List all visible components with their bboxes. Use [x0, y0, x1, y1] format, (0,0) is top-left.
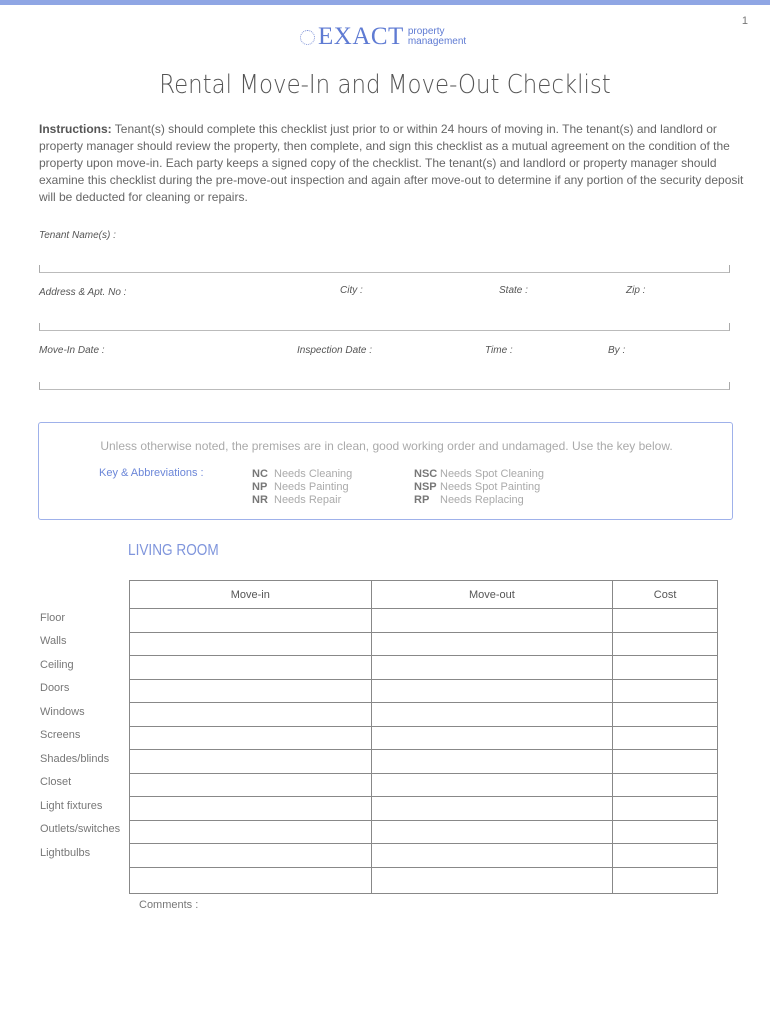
cost-cell[interactable]	[613, 820, 718, 844]
cost-cell[interactable]	[613, 679, 718, 703]
row-label: Ceiling	[40, 659, 74, 671]
logo-sub-line1: property	[407, 26, 445, 37]
zip-label: Zip :	[626, 285, 646, 296]
move-in-cell[interactable]	[130, 609, 372, 633]
key-code: RP	[414, 494, 430, 506]
tenant-name-label: Tenant Name(s) :	[39, 230, 116, 241]
column-header-move-in: Move-in	[130, 581, 372, 609]
table-row	[130, 726, 718, 750]
logo-mark-icon	[300, 30, 315, 45]
column-header-cost: Cost	[613, 581, 718, 609]
move-in-cell[interactable]	[130, 632, 372, 656]
move-out-cell[interactable]	[371, 820, 613, 844]
key-code: NR	[252, 494, 268, 506]
move-in-cell[interactable]	[130, 820, 372, 844]
key-box	[38, 422, 733, 520]
key-item	[252, 494, 352, 507]
row-label: Shades/blinds	[40, 753, 110, 765]
key-label: Needs Repair	[274, 494, 342, 506]
move-in-cell[interactable]	[130, 797, 372, 821]
checklist-table	[129, 580, 718, 894]
row-label: Windows	[40, 706, 85, 718]
cost-cell[interactable]	[613, 844, 718, 868]
move-out-cell[interactable]	[371, 726, 613, 750]
key-title: Key & Abbreviations :	[99, 467, 204, 479]
table-row	[130, 797, 718, 821]
logo-subtitle	[408, 27, 466, 47]
key-item	[414, 494, 544, 507]
move-in-cell[interactable]	[130, 844, 372, 868]
tenant-name-field[interactable]	[39, 265, 730, 273]
move-in-cell[interactable]	[130, 656, 372, 680]
section-title: LIVING ROOM	[128, 542, 219, 559]
row-label: Screens	[40, 729, 81, 741]
key-note: Unless otherwise noted, the premises are in clean, good working order and undamaged. Use the key below.	[100, 439, 673, 453]
move-out-cell[interactable]	[371, 867, 613, 893]
move-in-cell[interactable]	[130, 703, 372, 727]
key-item	[252, 468, 352, 481]
by-label: By :	[608, 345, 626, 356]
cost-cell[interactable]	[613, 773, 718, 797]
row-label: Doors	[40, 682, 70, 694]
cost-cell[interactable]	[613, 632, 718, 656]
row-label: Lightbulbs	[40, 847, 91, 859]
cost-cell[interactable]	[613, 609, 718, 633]
logo-name: EXACT	[318, 22, 404, 50]
move-out-cell[interactable]	[371, 797, 613, 821]
row-label: Floor	[40, 612, 66, 624]
address-field[interactable]	[39, 323, 730, 331]
comments-label: Comments :	[139, 899, 199, 911]
table-row	[130, 679, 718, 703]
table-row	[130, 609, 718, 633]
move-in-date-label: Move-In Date :	[39, 345, 105, 356]
key-label: Needs Replacing	[440, 494, 524, 506]
key-code: NP	[252, 481, 268, 493]
key-column-left	[252, 468, 352, 507]
cost-cell[interactable]	[613, 726, 718, 750]
row-label: Outlets/switches	[40, 823, 121, 835]
key-label: Needs Spot Painting	[440, 481, 541, 493]
table-row	[130, 656, 718, 680]
key-column-right	[414, 468, 544, 507]
key-item	[414, 468, 544, 481]
key-item	[252, 481, 352, 494]
cost-cell[interactable]	[613, 867, 718, 893]
top-accent-bar	[0, 0, 770, 5]
column-header-move-out: Move-out	[371, 581, 613, 609]
date-field[interactable]	[39, 382, 730, 390]
move-in-cell[interactable]	[130, 773, 372, 797]
key-code: NSP	[414, 481, 437, 493]
time-label: Time :	[485, 345, 513, 356]
key-code: NC	[252, 468, 268, 480]
table-header-row	[130, 581, 718, 609]
move-out-cell[interactable]	[371, 632, 613, 656]
page-number: 1	[741, 15, 748, 27]
key-label: Needs Spot Cleaning	[440, 468, 544, 480]
key-item	[414, 481, 544, 494]
move-in-cell[interactable]	[130, 726, 372, 750]
instructions-label: Instructions:	[39, 122, 112, 136]
move-out-cell[interactable]	[371, 656, 613, 680]
move-in-cell[interactable]	[130, 867, 372, 893]
address-label: Address & Apt. No :	[39, 287, 127, 298]
cost-cell[interactable]	[613, 750, 718, 774]
city-label: City :	[340, 285, 363, 296]
key-label: Needs Painting	[274, 481, 349, 493]
table-row	[130, 820, 718, 844]
table-row	[130, 632, 718, 656]
cost-cell[interactable]	[613, 656, 718, 680]
instructions-text: Tenant(s) should complete this checklist just prior to or within 24 hours of moving in. The tenant(s) and landlord or property manager should review the property, then complete, and sign this checklist as a mutual agreement on the condition of the property upon move-in. Each party keeps a signed copy of the checklist. The tenant(s) and landlord or property manager should examine this checklist during the pre-move-out inspection and again after move-out to determine if any portion of the security deposit will be deducted for cleaning or repairs.	[39, 122, 744, 204]
cost-cell[interactable]	[613, 797, 718, 821]
table-row	[130, 750, 718, 774]
inspection-date-label: Inspection Date :	[297, 345, 373, 356]
table-row	[130, 867, 718, 893]
row-label: Walls	[40, 635, 67, 647]
cost-cell[interactable]	[613, 703, 718, 727]
row-label: Closet	[40, 776, 72, 788]
table-row	[130, 844, 718, 868]
instructions-paragraph	[39, 121, 745, 206]
move-out-cell[interactable]	[371, 609, 613, 633]
move-out-cell[interactable]	[371, 679, 613, 703]
key-label: Needs Cleaning	[274, 468, 353, 480]
logo-sub-line2: management	[407, 36, 467, 47]
table-row	[130, 703, 718, 727]
document-title: Rental Move-In and Move-Out Checklist	[159, 70, 611, 100]
company-logo	[300, 22, 466, 50]
key-code: NSC	[414, 468, 438, 480]
move-out-cell[interactable]	[371, 844, 613, 868]
move-in-cell[interactable]	[130, 679, 372, 703]
table-row	[130, 773, 718, 797]
state-label: State :	[499, 285, 528, 296]
move-in-cell[interactable]	[130, 750, 372, 774]
move-out-cell[interactable]	[371, 750, 613, 774]
move-out-cell[interactable]	[371, 703, 613, 727]
move-out-cell[interactable]	[371, 773, 613, 797]
row-label: Light fixtures	[40, 800, 103, 812]
